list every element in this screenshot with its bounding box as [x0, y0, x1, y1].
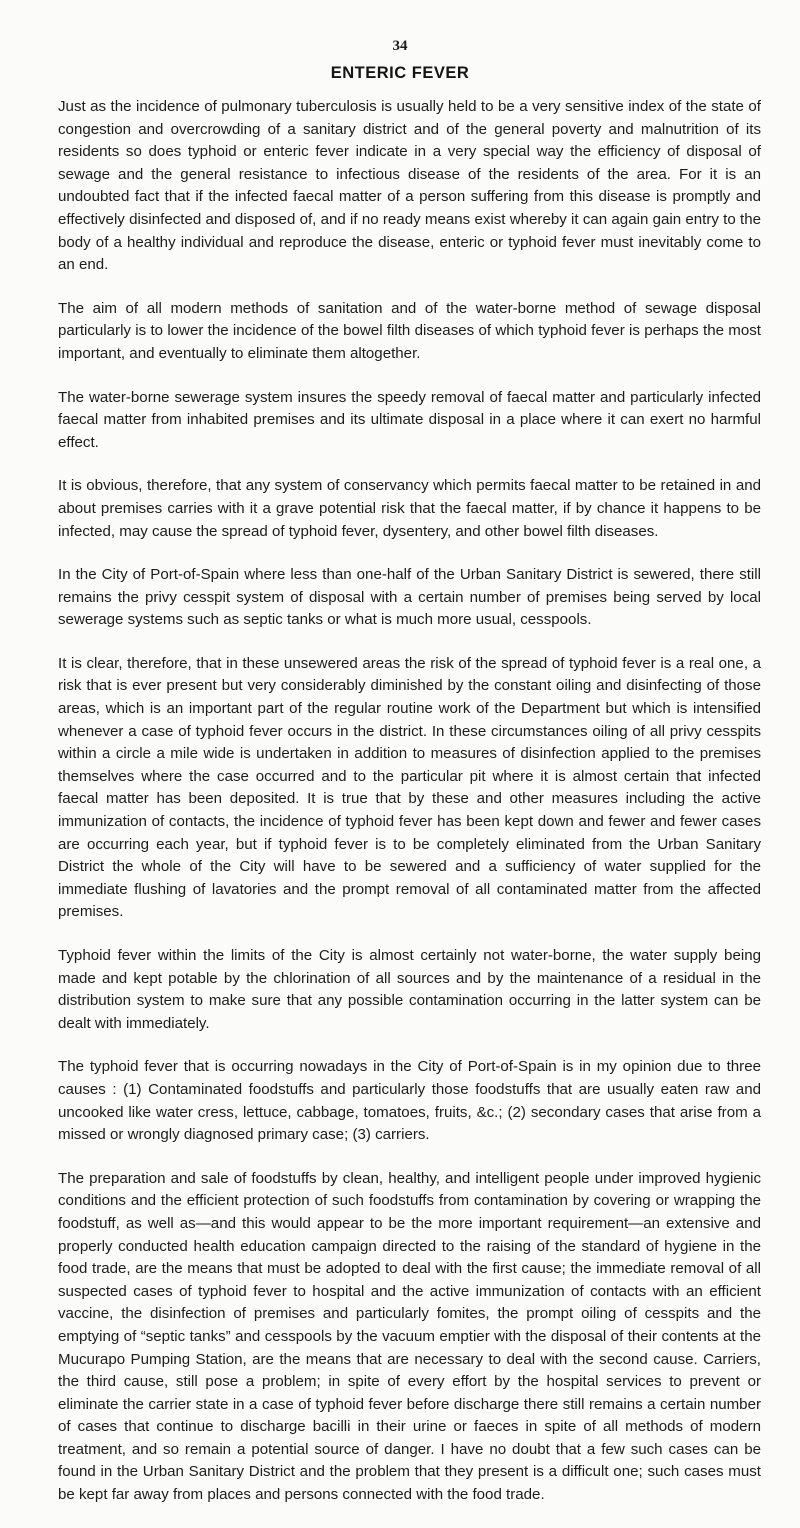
paragraph-unsewered-areas: It is clear, therefore, that in these unsewered areas the risk of the spread of typhoid fever is a real one, a risk that is ever present but very considerably diminished by the constant oiling and disinfecting of those areas, which is an important part of the regular routine work of the Department but which is intensified whenever a case of typhoid fever occurs in the district. In these circumstances oiling of all privy cesspits within a circle a mile wide is undertaken in addition to measures of disinfection applied to the premises themselves where the case occurred and to the particular pit where it is almost certain that infected faecal matter has been deposited. It is true that by these and other measures including the active immunization of contacts, the incidence of typhoid fever has been kept down and fewer and fewer cases are occurring each year, but if typhoid fever is to be completely eliminated from the Urban Sanitary District the whole of the City will have to be sewered and a sufficiency of water supplied for the immediate flushing of lavatories and the prompt removal of all contaminated matter from the affected premises. — [58, 654, 761, 921]
page-number: 34 — [392, 38, 408, 54]
paragraph-water-supply: Typhoid fever within the limits of the City is almost certainly not water-borne, the water supply being made and kept potable by the chlorination of all sources and by the maintenance of a residual in the distribution system to make sure that any possible contamination occurring in the latter system can be dealt with immediately. — [58, 947, 761, 1032]
paragraph-water-borne-sewerage: The water-borne sewerage system insures the speedy removal of faecal matter and particularly infected faecal matter from inhabited premises and its ultimate disposal in a place where it can exert no harmful effect. — [58, 388, 761, 451]
document-body — [58, 96, 761, 1528]
paragraph-foodstuffs-preparation: The preparation and sale of foodstuffs by clean, healthy, and intelligent people under improved hygienic conditions and the efficient protection of such foodstuffs from contamination by covering or wrapping the foodstuff, as well as—and this would appear to be the more important requirement—an extensive and properly conducted health education campaign directed to the raising of the standard of hygiene in the food trade, are the means that must be adopted to deal with the first cause; the immediate removal of all suspected cases of typhoid fever to hospital and the active immunization of contacts with an efficient vaccine, the disinfection of premises and particularly fomites, the prompt oiling of cesspits and the emptying of “septic tanks” and cesspools by the vacuum emptier with the disposal of their contents at the Mucurapo Pumping Station, are the means that are necessary to deal with the second cause. Carriers, the third cause, still pose a problem; in spite of every effort by the hospital services to prevent or eliminate the carrier state in a case of typhoid fever before discharge there still remains a certain number of cases that continue to discharge bacilli in their urine or faeces in spite of all methods of modern treatment, and so remain a potential source of danger. I have no doubt that a few such cases can be found in the Urban Sanitary District and the problem that they present is a difficult one; such cases must be kept far away from places and persons connected with the food trade. — [58, 1169, 761, 1504]
page-title: ENTERIC FEVER — [330, 64, 470, 82]
paragraph-tuberculosis-index: Just as the incidence of pulmonary tuberculosis is usually held to be a very sensitive index of the state of congestion and overcrowding of a sanitary district and of the general poverty and malnutrition of its residents so does typhoid or enteric fever indicate in a very special way the efficiency of disposal of sewage and the general resistance to infectious disease of the residents of the area. For it is an undoubted fact that if the infected faecal matter of a person suffering from this disease is promptly and effectively disinfected and disposed of, and if no ready means exist whereby it can again gain entry to the body of a healthy individual and reproduce the disease, enteric or typhoid fever must inevitably come to an end. — [58, 98, 761, 274]
paragraph-three-causes: The typhoid fever that is occurring nowadays in the City of Port-of-Spain is in my opinion due to three causes : (1) Contaminated foodstuffs and particularly those foodstuffs that are usually eaten raw and uncooked like water cress, lettuce, cabbage, tomatoes, fruits, &c.; (2) secondary cases that arise from a missed or wrongly diagnosed primary case; (3) carriers. — [58, 1058, 761, 1144]
paragraph-conservancy-risk: It is obvious, therefore, that any system of conservancy which permits faecal matter to be retained in and about premises carries with it a grave potential risk that the faecal matter, if by chance it happens to be infected, may cause the spread of typhoid fever, dysentery, and other bowel filth diseases. — [58, 477, 761, 540]
paragraph-aim-of-sanitation: The aim of all modern methods of sanitation and of the water-borne method of sewage disposal particularly is to lower the incidence of the bowel filth diseases of which typhoid fever is perhaps the most important, and eventually to eliminate them altogether. — [58, 299, 761, 362]
paragraph-port-of-spain: In the City of Port-of-Spain where less than one-half of the Urban Sanitary District is sewered, there still remains the privy cesspit system of disposal with a certain number of premises being served by local sewerage systems such as septic tanks or what is much more usual, cesspools. — [58, 566, 761, 629]
